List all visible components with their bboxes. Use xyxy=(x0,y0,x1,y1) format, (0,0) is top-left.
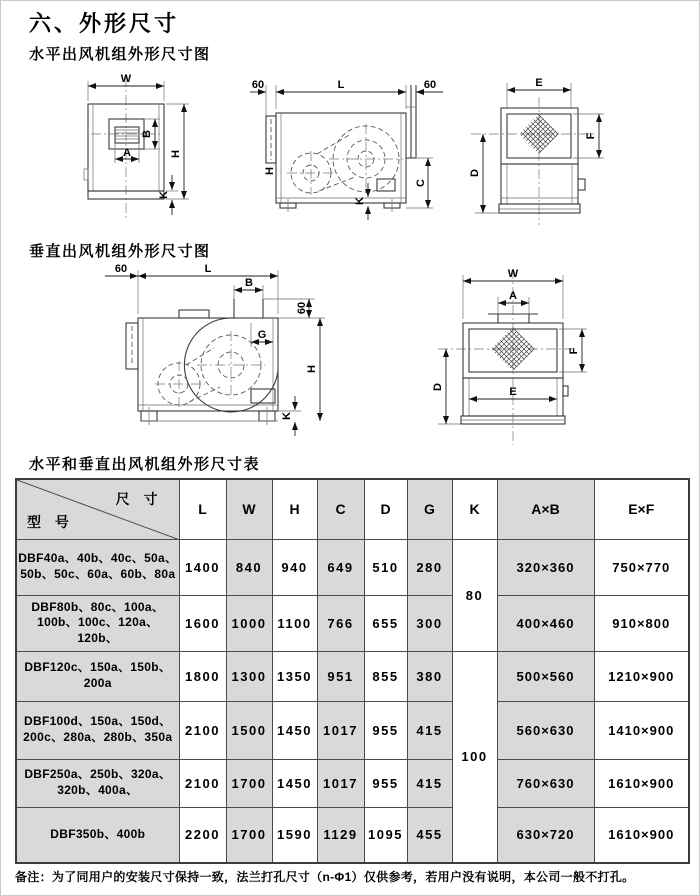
drawing-horizontal-side-view xyxy=(247,59,465,234)
dim-label-d: D xyxy=(469,169,481,177)
table-row xyxy=(16,701,689,759)
footnote: 备注：为了同用户的安装尺寸保持一致，法兰打孔尺寸（n-Φ1）仅供参考，若用户没有说明，本公司一般不打孔。 xyxy=(15,870,635,884)
cell-axb: 630×720 xyxy=(497,807,594,863)
corner-label-size: 尺 寸 xyxy=(115,491,163,507)
cell-l: 2100 xyxy=(179,701,226,759)
dim-label-w: W xyxy=(120,73,132,85)
cell-c: 951 xyxy=(317,651,364,701)
col-header-g: G xyxy=(407,479,452,539)
cell-w: 1700 xyxy=(226,759,272,807)
model-cell: DBF100d、150a、150d、200c、280a、280b、350a xyxy=(16,701,179,759)
cell-axb: 400×460 xyxy=(497,595,594,651)
cell-exf: 1410×900 xyxy=(594,701,689,759)
mesh-crosshatch xyxy=(519,114,559,154)
cell-d: 1095 xyxy=(364,807,407,863)
mesh-crosshatch xyxy=(491,327,535,371)
col-header-w: W xyxy=(226,479,272,539)
dim-label-k: K xyxy=(158,191,170,199)
dim-label-e: E xyxy=(535,77,543,89)
cell-w: 1000 xyxy=(226,595,272,651)
dim-label-60-left: 60 xyxy=(251,79,265,91)
cell-axb: 500×560 xyxy=(497,651,594,701)
cell-h: 940 xyxy=(272,539,317,595)
cell-w: 1300 xyxy=(226,651,272,701)
cell-l: 1800 xyxy=(179,651,226,701)
dim-label-w: W xyxy=(507,268,519,280)
cell-exf: 750×770 xyxy=(594,539,689,595)
unit-body xyxy=(266,85,416,212)
cell-d: 655 xyxy=(364,595,407,651)
cell-exf: 1210×900 xyxy=(594,651,689,701)
dim-label-f: F xyxy=(568,347,580,355)
cell-c: 649 xyxy=(317,539,364,595)
cell-c: 1129 xyxy=(317,807,364,863)
dimension-lines xyxy=(250,79,443,220)
cell-g: 380 xyxy=(407,651,452,701)
col-header-c: C xyxy=(317,479,364,539)
cell-axb: 560×630 xyxy=(497,701,594,759)
cell-d: 855 xyxy=(364,651,407,701)
dimension-lines xyxy=(88,73,189,215)
dim-label-g: G xyxy=(257,329,267,341)
dim-label-k: K xyxy=(354,197,366,205)
dim-label-l: L xyxy=(204,263,212,275)
cell-k-group-100: 100 xyxy=(452,651,497,863)
cell-l: 2200 xyxy=(179,807,226,863)
cell-axb: 320×360 xyxy=(497,539,594,595)
col-header-d: D xyxy=(364,479,407,539)
cell-l: 1400 xyxy=(179,539,226,595)
col-header-k: K xyxy=(452,479,497,539)
table-row xyxy=(16,539,689,595)
cell-w: 1500 xyxy=(226,701,272,759)
cell-d: 510 xyxy=(364,539,407,595)
drawing-horizontal-rear-view xyxy=(463,59,658,234)
dim-label-60-right: 60 xyxy=(423,79,437,91)
dim-label-b: B xyxy=(141,130,153,138)
cell-h: 1450 xyxy=(272,701,317,759)
dim-label-60-left: 60 xyxy=(114,263,128,275)
dim-label-b: B xyxy=(245,277,253,289)
cell-h: 1100 xyxy=(272,595,317,651)
model-cell: DBF250a、250b、320a、320b、400a、 xyxy=(16,759,179,807)
dim-label-c: C xyxy=(415,179,427,187)
table-row xyxy=(16,759,689,807)
table-title: 水平和垂直出风机组外形尺寸表 xyxy=(29,456,261,473)
model-cell: DBF120c、150a、150b、200a xyxy=(16,651,179,701)
col-header-axb: A×B xyxy=(497,479,594,539)
dim-label-l: L xyxy=(337,79,345,91)
cell-g: 455 xyxy=(407,807,452,863)
col-header-l: L xyxy=(179,479,226,539)
dim-label-k: K xyxy=(281,412,293,420)
drawing-vertical-side-view xyxy=(83,261,368,446)
cell-axb: 760×630 xyxy=(497,759,594,807)
cell-c: 1017 xyxy=(317,759,364,807)
cell-h: 1590 xyxy=(272,807,317,863)
cell-g: 415 xyxy=(407,701,452,759)
dim-label-a: A xyxy=(509,290,517,302)
cell-l: 1600 xyxy=(179,595,226,651)
cell-exf: 1610×900 xyxy=(594,807,689,863)
dim-label-a: A xyxy=(123,147,131,159)
cell-c: 766 xyxy=(317,595,364,651)
dim-label-60-right: 60 xyxy=(296,301,308,315)
cell-d: 955 xyxy=(364,759,407,807)
dim-label-h: H xyxy=(170,150,182,158)
table-row xyxy=(16,651,689,701)
dim-label-h: H xyxy=(264,167,276,175)
table-row xyxy=(16,595,689,651)
drawing-vertical-front-view xyxy=(424,259,669,449)
dim-label-e: E xyxy=(509,386,517,398)
corner-header-cell xyxy=(16,479,179,539)
main-title: 六、外形尺寸 xyxy=(29,11,180,36)
section2-title: 垂直出风机组外形尺寸图 xyxy=(29,243,211,260)
col-header-h: H xyxy=(272,479,317,539)
cell-g: 300 xyxy=(407,595,452,651)
model-cell: DBF40a、40b、40c、50a、50b、50c、60a、60b、80a xyxy=(16,539,179,595)
model-cell: DBF80b、80c、100a、100b、100c、120a、120b、 xyxy=(16,595,179,651)
model-cell: DBF350b、400b xyxy=(16,807,179,863)
cell-l: 2100 xyxy=(179,759,226,807)
cell-k-group-80: 80 xyxy=(452,539,497,651)
dim-label-d: D xyxy=(432,383,444,391)
col-header-exf: E×F xyxy=(594,479,689,539)
cell-d: 955 xyxy=(364,701,407,759)
section1-title: 水平出风机组外形尺寸图 xyxy=(29,46,211,63)
cell-w: 1700 xyxy=(226,807,272,863)
table-row xyxy=(16,807,689,863)
cell-exf: 910×800 xyxy=(594,595,689,651)
drawing-horizontal-front-view xyxy=(39,59,249,234)
cell-h: 1450 xyxy=(272,759,317,807)
cell-c: 1017 xyxy=(317,701,364,759)
cell-h: 1350 xyxy=(272,651,317,701)
cell-w: 840 xyxy=(226,539,272,595)
dim-label-h: H xyxy=(306,365,318,373)
cell-g: 415 xyxy=(407,759,452,807)
impeller-and-motor xyxy=(287,124,403,196)
dimensions-table xyxy=(15,478,690,864)
corner-label-model: 型 号 xyxy=(27,513,74,530)
dim-label-f: F xyxy=(585,132,597,140)
cell-exf: 1610×900 xyxy=(594,759,689,807)
header-row xyxy=(16,479,689,539)
cell-g: 280 xyxy=(407,539,452,595)
